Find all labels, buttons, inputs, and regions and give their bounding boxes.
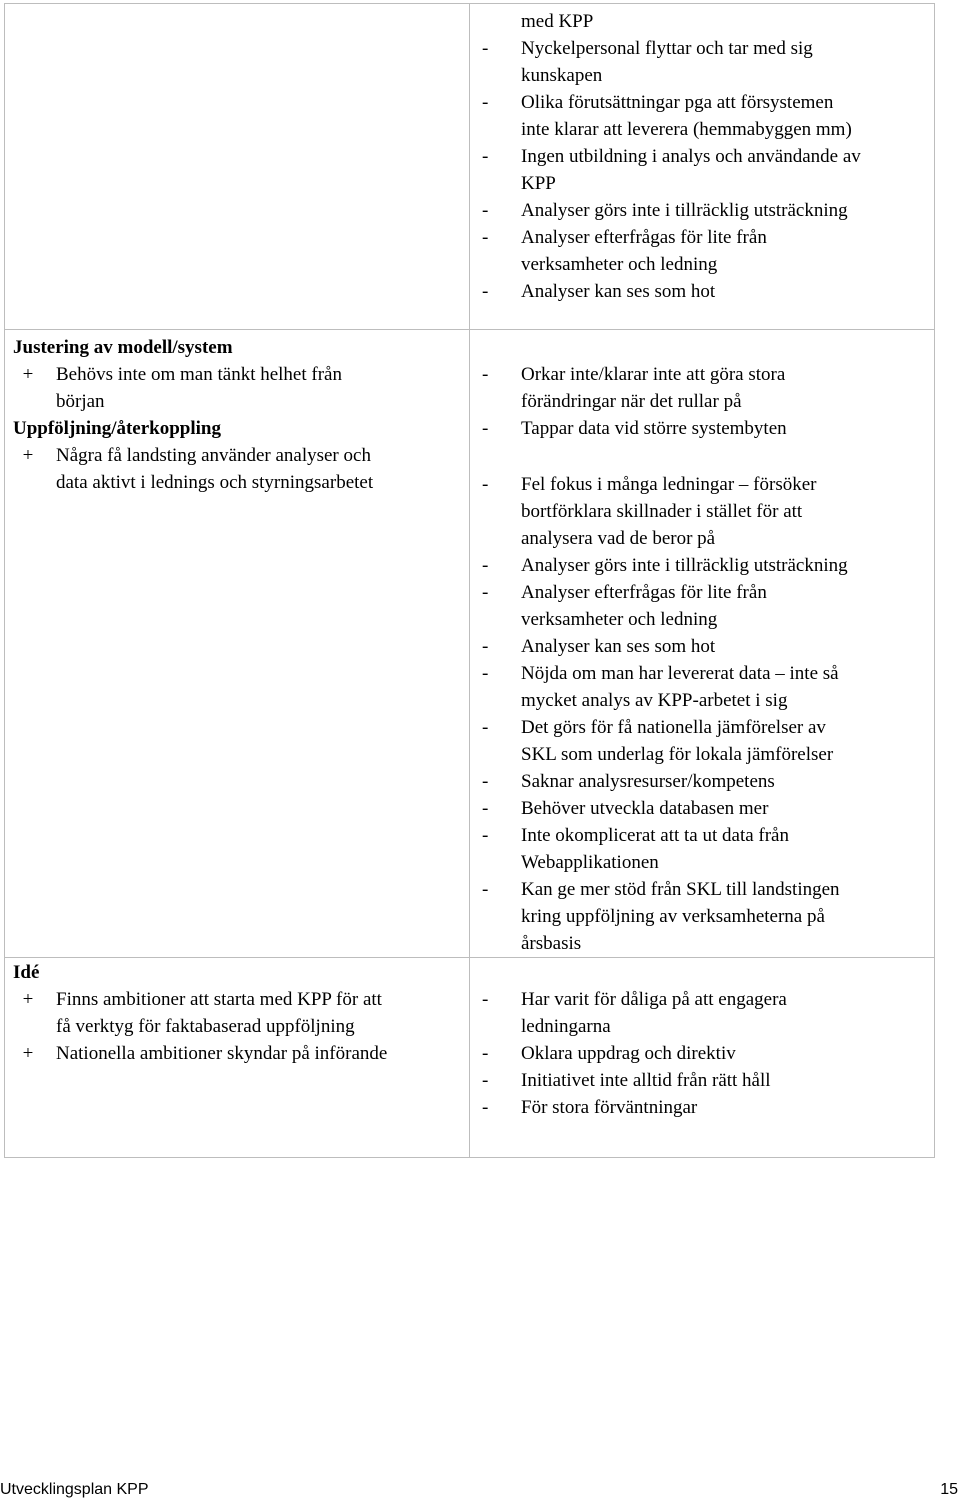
dash-marker: - (482, 879, 489, 900)
analysis-table (4, 3, 935, 1158)
list-item-line (478, 143, 926, 170)
table-row (5, 4, 935, 330)
list-item-line (478, 822, 926, 849)
list-item-text: Finns ambitioner att starta med KPP för att (56, 989, 382, 1010)
dash-marker: - (482, 92, 489, 113)
list-item-text: verksamheter och ledning (521, 254, 718, 275)
group-spacer (478, 442, 926, 471)
dash-marker: - (482, 798, 489, 819)
list-item-line (478, 768, 926, 795)
list-item-line (478, 687, 926, 714)
row3-right-cell (470, 958, 935, 1158)
list-item-text: Analyser efterfrågas för lite från (521, 582, 767, 603)
list-item-line (478, 278, 926, 305)
list-item-line (478, 606, 926, 633)
list-item-text: Det görs för få nationella jämförelser av (521, 717, 826, 738)
list-item-line (13, 442, 461, 469)
list-item-line (478, 579, 926, 606)
list-item-text: Behöver utveckla databasen mer (521, 798, 769, 819)
list-item-text: Kan ge mer stöd från SKL till landstingen (521, 879, 840, 900)
list-item-line (13, 388, 461, 415)
list-item-text: Analyser efterfrågas för lite från (521, 227, 767, 248)
list-item-line (478, 251, 926, 278)
dash-marker: - (482, 825, 489, 846)
list-item-text: Tappar data vid större systembyten (521, 418, 787, 439)
list-item-line (478, 660, 926, 687)
list-item-line (478, 361, 926, 388)
list-item-line (13, 361, 461, 388)
dash-marker: - (482, 771, 489, 792)
list-item-text: årsbasis (521, 933, 582, 954)
list-item-text: Nyckelpersonal flyttar och tar med sig (521, 38, 813, 59)
row1-right-cell (470, 4, 935, 330)
dash-marker: - (482, 281, 489, 302)
dash-marker: - (482, 582, 489, 603)
list-item-line (478, 714, 926, 741)
list-item-line (478, 930, 926, 957)
row1-left-cell (5, 4, 470, 330)
list-item-line (13, 986, 461, 1013)
list-item-text: Inte okomplicerat att ta ut data från (521, 825, 789, 846)
dash-marker: - (482, 555, 489, 576)
list-item-line (478, 903, 926, 930)
plus-marker: + (22, 989, 34, 1010)
continuation-text: med KPP (521, 11, 594, 32)
list-item-text: Har varit för dåliga på att engagera (521, 989, 787, 1010)
list-item-text: Analyser görs inte i tillräcklig utsträckning (521, 555, 848, 576)
list-item-line (478, 795, 926, 822)
list-item-line (478, 1094, 926, 1121)
table-row (5, 958, 935, 1158)
list-item-text: början (56, 391, 105, 412)
list-item-text: verksamheter och ledning (521, 609, 718, 630)
list-item-text: data aktivt i lednings och styrningsarbetet (56, 472, 374, 493)
list-item-text: Initiativet inte alltid från rätt håll (521, 1070, 771, 1091)
list-item-line (13, 1040, 461, 1067)
list-item-text: Analyser kan ses som hot (521, 281, 716, 302)
list-item-line (478, 170, 926, 197)
list-item-line (478, 498, 926, 525)
list-item-text: Fel fokus i många ledningar – försöker (521, 474, 817, 495)
dash-marker: - (482, 717, 489, 738)
list-item-line (478, 415, 926, 442)
plus-marker: + (22, 364, 34, 385)
dash-marker: - (482, 227, 489, 248)
list-item-line (13, 469, 461, 496)
row2-left-cell (5, 330, 470, 958)
list-item-text: inte klarar att leverera (hemmabyggen mm) (521, 119, 852, 140)
list-item-text: bortförklara skillnader i stället för att (521, 501, 803, 522)
section-heading: Justering av modell/system (13, 337, 233, 358)
dash-marker: - (482, 1097, 489, 1118)
list-item-text: Saknar analysresurser/kompetens (521, 771, 775, 792)
plus-marker: + (22, 1043, 34, 1064)
dash-marker: - (482, 418, 489, 439)
list-item-text: KPP (521, 173, 556, 194)
list-item-text: Ingen utbildning i analys och användande av (521, 146, 861, 167)
list-item-line (478, 388, 926, 415)
section-heading: Idé (13, 962, 40, 983)
list-item-text: Oklara uppdrag och direktiv (521, 1043, 736, 1064)
list-item-line (13, 1013, 461, 1040)
list-item-line (478, 741, 926, 768)
list-item-line (478, 197, 926, 224)
table-row (5, 330, 935, 958)
list-item-line (478, 552, 926, 579)
list-item-line (478, 116, 926, 143)
list-item-text: ledningarna (521, 1016, 611, 1037)
plus-marker: + (22, 445, 34, 466)
dash-marker: - (482, 636, 489, 657)
list-item-text: Webapplikationen (521, 852, 659, 873)
list-item-text: få verktyg för faktabaserad uppföljning (56, 1016, 355, 1037)
list-item-text: Nöjda om man har levererat data – inte så (521, 663, 839, 684)
dash-marker: - (482, 38, 489, 59)
list-item-line (478, 35, 926, 62)
page-footer (0, 1481, 960, 1504)
footer-title: Utvecklingsplan KPP (0, 1481, 149, 1498)
list-item-line (478, 1040, 926, 1067)
list-item-line (478, 89, 926, 116)
row3-left-cell (5, 958, 470, 1158)
list-item-line (478, 876, 926, 903)
list-item-text: Några få landsting använder analyser och (56, 445, 371, 466)
list-item-text: Orkar inte/klarar inte att göra stora (521, 364, 786, 385)
list-item-line (478, 525, 926, 552)
dash-marker: - (482, 200, 489, 221)
list-item-text: förändringar när det rullar på (521, 391, 742, 412)
list-item-text: kunskapen (521, 65, 603, 86)
dash-marker: - (482, 1043, 489, 1064)
list-item-text: mycket analys av KPP-arbetet i sig (521, 690, 788, 711)
list-item-line (478, 62, 926, 89)
list-item-text: Olika förutsättningar pga att försystemen (521, 92, 834, 113)
page-number: 15 (940, 1481, 958, 1498)
list-item-text: kring uppföljning av verksamheterna på (521, 906, 825, 927)
list-item-line (478, 849, 926, 876)
list-item-line (478, 471, 926, 498)
dash-marker: - (482, 146, 489, 167)
list-item-line (478, 986, 926, 1013)
dash-marker: - (482, 474, 489, 495)
dash-marker: - (482, 989, 489, 1010)
list-item-text: Behövs inte om man tänkt helhet från (56, 364, 342, 385)
section-heading: Uppföljning/återkoppling (13, 418, 221, 439)
list-item-line (478, 1067, 926, 1094)
list-item-line (478, 633, 926, 660)
dash-marker: - (482, 663, 489, 684)
list-item-text: För stora förväntningar (521, 1097, 698, 1118)
list-item-text: Nationella ambitioner skyndar på införande (56, 1043, 388, 1064)
list-item-text: analysera vad de beror på (521, 528, 716, 549)
dash-marker: - (482, 1070, 489, 1091)
dash-marker: - (482, 364, 489, 385)
list-item-text: Analyser kan ses som hot (521, 636, 716, 657)
list-item-line (478, 1013, 926, 1040)
list-item-text: Analyser görs inte i tillräcklig utsträckning (521, 200, 848, 221)
list-item-line (478, 224, 926, 251)
list-item-text: SKL som underlag för lokala jämförelser (521, 744, 834, 765)
row2-right-cell (470, 330, 935, 958)
